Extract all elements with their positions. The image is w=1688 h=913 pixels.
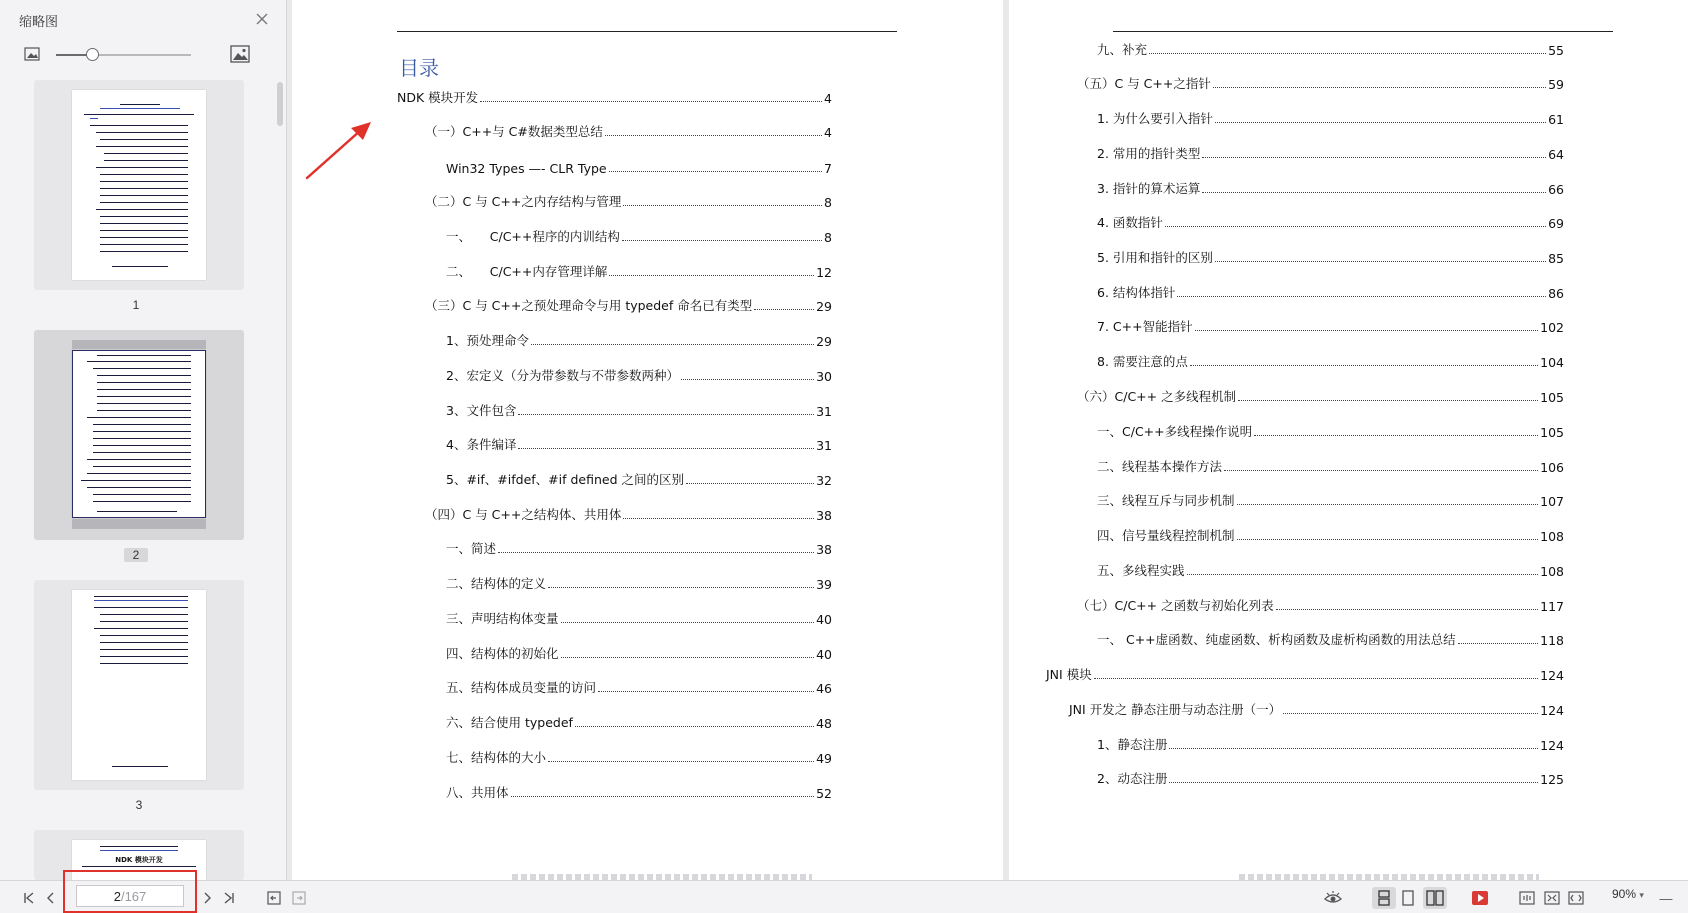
rotate-left-icon[interactable] — [265, 889, 283, 907]
toc-entry-title: 2、动态注册 — [1097, 771, 1168, 786]
toc-entry[interactable] — [446, 399, 832, 419]
toc-entry[interactable] — [1097, 38, 1564, 58]
toc-entry-page: 105 — [1540, 390, 1564, 405]
zoom-out-button[interactable]: — — [1659, 890, 1673, 906]
toc-leader-dots — [1215, 261, 1546, 262]
toc-entry-page: 30 — [816, 369, 832, 384]
toc-leader-dots — [622, 240, 822, 241]
toc-leader-dots — [623, 205, 822, 206]
toc-leader-dots — [1237, 539, 1539, 540]
toc-leader-dots — [1276, 609, 1539, 610]
toc-entry[interactable] — [1097, 315, 1564, 335]
two-page-icon[interactable] — [1423, 887, 1447, 909]
toc-entry[interactable] — [425, 503, 832, 523]
toc-entry-page: 32 — [816, 473, 832, 488]
sidebar-scrollbar[interactable] — [277, 82, 283, 126]
toc-entry-page: 31 — [816, 438, 832, 453]
toc-leader-dots — [1195, 330, 1539, 331]
fit-page-icon[interactable] — [1543, 889, 1561, 907]
toc-entry-page: 108 — [1540, 564, 1564, 579]
toc-entry-title: 1、预处理命令 — [446, 333, 529, 348]
toc-entry-title: 5. 引用和指针的区别 — [1097, 250, 1213, 265]
toc-leader-dots — [561, 657, 815, 658]
thumbnail-page-2[interactable] — [34, 330, 244, 540]
toc-entry-page: 86 — [1548, 286, 1564, 301]
toc-leader-dots — [561, 622, 815, 623]
toc-entry-title: 一、C/C++多线程操作说明 — [1097, 424, 1253, 439]
zoom-value: 90% — [1612, 887, 1637, 901]
toc-entry-title: 6. 结构体指针 — [1097, 285, 1176, 300]
toc-entry-page: 49 — [816, 751, 832, 766]
toc-entry[interactable] — [446, 468, 832, 488]
toc-leader-dots — [754, 309, 814, 310]
toc-entry-title: （一）C++与 C#数据类型总结 — [425, 124, 603, 139]
toc-entry-title: 7. C++智能指针 — [1097, 319, 1193, 334]
toc-heading: 目录 — [399, 56, 439, 80]
toc-entry-title: （四）C 与 C++之结构体、共用体 — [425, 507, 622, 522]
toc-entry[interactable] — [446, 433, 832, 453]
toc-entry[interactable] — [1077, 385, 1564, 405]
toc-entry-title: 九、补充 — [1097, 42, 1148, 57]
toc-entry-page: 66 — [1548, 182, 1564, 197]
thumbnail-heading: NDK 模块开发 — [115, 856, 163, 864]
thumbnail-page-1[interactable] — [34, 80, 244, 290]
toc-leader-dots — [1177, 296, 1546, 297]
status-bar — [0, 880, 1688, 913]
toc-entry-title: Win32 Types —- CLR Type — [446, 161, 607, 176]
toc-leader-dots — [511, 796, 815, 797]
toc-entry-page: 59 — [1548, 77, 1564, 92]
toc-entry-title: JNI 模块 — [1046, 667, 1092, 682]
toc-entry-page: 118 — [1540, 633, 1564, 648]
thumbnail-image — [72, 590, 206, 780]
toc-entry[interactable] — [1097, 246, 1564, 266]
play-icon[interactable] — [1471, 889, 1489, 907]
toc-entry[interactable] — [446, 537, 832, 557]
thumbnail-zoom-control — [24, 45, 254, 65]
large-image-icon[interactable] — [230, 45, 250, 63]
rotate-right-icon[interactable] — [290, 889, 308, 907]
toc-leader-dots — [623, 518, 814, 519]
toc-entry[interactable] — [1097, 489, 1564, 509]
toc-entry[interactable] — [446, 746, 832, 766]
toc-entry-title: 一、 C/C++程序的内训结构 — [446, 229, 620, 244]
toc-entry[interactable] — [446, 156, 832, 176]
toc-entry-title: 一、简述 — [446, 541, 497, 556]
toc-entry[interactable] — [446, 260, 832, 280]
toc-entry-title: （七）C/C++ 之函数与初始化列表 — [1077, 598, 1274, 613]
actual-size-icon[interactable] — [1567, 889, 1585, 907]
eye-icon[interactable] — [1322, 889, 1344, 907]
toc-entry-title: （三）C 与 C++之预处理命令与用 typedef 命名已有类型 — [425, 298, 753, 313]
toc-entry-title: （六）C/C++ 之多线程机制 — [1077, 389, 1237, 404]
toc-entry[interactable] — [446, 676, 832, 696]
page-toc-left — [292, 0, 1003, 880]
toc-entry-page: 124 — [1540, 668, 1564, 683]
toc-leader-dots — [686, 483, 814, 484]
toc-entry[interactable] — [446, 711, 832, 731]
toc-entry[interactable] — [1097, 559, 1564, 579]
toc-entry-title: 2. 常用的指针类型 — [1097, 146, 1201, 161]
toc-leader-dots — [548, 587, 814, 588]
toc-entry-page: 4 — [824, 91, 832, 106]
toc-entry[interactable] — [1097, 281, 1564, 301]
toc-entry-title: 五、结构体成员变量的访问 — [446, 680, 597, 695]
toc-entry-page: 39 — [816, 577, 832, 592]
toc-entry-page: 102 — [1540, 320, 1564, 335]
toc-entry[interactable] — [425, 190, 832, 210]
toc-leader-dots — [681, 379, 814, 380]
thumbnail-image — [72, 350, 206, 518]
toc-entry-title: NDK 模块开发 — [397, 90, 479, 105]
thumbnail-page-3[interactable] — [34, 580, 244, 790]
last-page-icon[interactable] — [220, 889, 238, 907]
toc-leader-dots — [1213, 87, 1546, 88]
toc-entry-page: 69 — [1548, 216, 1564, 231]
thumbnail-image — [72, 90, 206, 280]
toc-entry[interactable] — [1077, 594, 1564, 614]
toc-entry-page: 104 — [1540, 355, 1564, 370]
fit-width-icon[interactable] — [1518, 889, 1536, 907]
toc-leader-dots — [575, 726, 814, 727]
single-page-icon[interactable] — [1399, 889, 1417, 907]
toc-leader-dots — [598, 691, 814, 692]
toc-leader-dots — [609, 275, 814, 276]
toc-entry-page: 7 — [824, 161, 832, 176]
toc-entry[interactable] — [1097, 628, 1564, 648]
page-input-highlight — [63, 870, 197, 913]
thumbnail-label-3: 3 — [135, 798, 143, 812]
toc-entry-page: 61 — [1548, 112, 1564, 127]
toc-leader-dots — [1165, 226, 1546, 227]
toc-entry-page: 117 — [1540, 599, 1564, 614]
toc-leader-dots — [609, 171, 822, 172]
toc-entry[interactable] — [1097, 211, 1564, 231]
toc-entry-page: 124 — [1540, 738, 1564, 753]
toc-leader-dots — [1238, 400, 1538, 401]
toc-leader-dots — [1202, 192, 1546, 193]
toc-entry-title: 五、多线程实践 — [1097, 563, 1185, 578]
toc-entry[interactable] — [1097, 420, 1564, 440]
toc-entry[interactable] — [1097, 142, 1564, 162]
toc-leader-dots — [498, 552, 814, 553]
toc-entry-page: 55 — [1548, 43, 1564, 58]
toc-entry-title: 三、声明结构体变量 — [446, 611, 559, 626]
toc-entry[interactable] — [446, 572, 832, 592]
toc-entry-page: 38 — [816, 542, 832, 557]
toc-leader-dots — [1169, 748, 1538, 749]
toc-leader-dots — [1215, 122, 1546, 123]
toc-entry-page: 29 — [816, 334, 832, 349]
toc-entry[interactable] — [1097, 455, 1564, 475]
toc-entry-title: JNI 开发之 静态注册与动态注册（一） — [1069, 702, 1282, 717]
toc-entry-page: 64 — [1548, 147, 1564, 162]
toc-entry[interactable] — [1069, 698, 1564, 718]
toc-entry-title: 3. 指针的算术运算 — [1097, 181, 1201, 196]
toc-entry-page: 52 — [816, 786, 832, 801]
header-rule — [397, 31, 897, 32]
toc-leader-dots — [480, 101, 822, 102]
small-image-icon[interactable] — [24, 47, 40, 61]
toc-entry-page: 4 — [824, 125, 832, 140]
toc-entry[interactable] — [446, 225, 832, 245]
next-page-icon[interactable] — [198, 889, 216, 907]
toc-entry-page: 85 — [1548, 251, 1564, 266]
header-rule — [1113, 31, 1613, 32]
toc-entry-page: 125 — [1540, 772, 1564, 787]
toc-entry-title: 四、结构体的初始化 — [446, 646, 559, 661]
toc-entry-title: 1、静态注册 — [1097, 737, 1168, 752]
toc-entry[interactable] — [446, 364, 832, 384]
toc-entry[interactable] — [425, 294, 832, 314]
toc-entry[interactable] — [425, 120, 832, 140]
toc-leader-dots — [548, 761, 814, 762]
toc-entry[interactable] — [1097, 733, 1564, 753]
toc-entry-page: 40 — [816, 612, 832, 627]
toc-leader-dots — [518, 448, 814, 449]
thumbnail-label-1: 1 — [132, 298, 140, 312]
toc-entry-page: 8 — [824, 195, 832, 210]
toc-entry-title: 二、线程基本操作方法 — [1097, 459, 1223, 474]
toc-entry-page: 106 — [1540, 460, 1564, 475]
toc-leader-dots — [605, 135, 822, 136]
toc-entry[interactable] — [1097, 107, 1564, 127]
thumbnail-label-2: 2 — [124, 548, 148, 562]
toc-entry-title: 三、线程互斥与同步机制 — [1097, 493, 1235, 508]
toc-entry-page: 124 — [1540, 703, 1564, 718]
toc-leader-dots — [1237, 504, 1539, 505]
toc-entry-page: 105 — [1540, 425, 1564, 440]
toc-entry-page: 38 — [816, 508, 832, 523]
toc-entry-title: 四、信号量线程控制机制 — [1097, 528, 1235, 543]
toc-entry-title: 4、条件编译 — [446, 437, 517, 452]
total-pages: /167 — [120, 888, 147, 904]
toc-entry-title: 八、共用体 — [446, 785, 509, 800]
document-view — [292, 0, 1688, 880]
toc-leader-dots — [1283, 713, 1538, 714]
toc-entry-title: 二、结构体的定义 — [446, 576, 547, 591]
toc-entry[interactable] — [1097, 350, 1564, 370]
toc-leader-dots — [1254, 435, 1538, 436]
toc-entry-title: 4. 函数指针 — [1097, 215, 1163, 230]
toc-leader-dots — [1190, 365, 1538, 366]
toc-entry-page: 8 — [824, 230, 832, 245]
toc-leader-dots — [1094, 678, 1538, 679]
thumbnail-size-slider[interactable] — [56, 54, 191, 56]
toc-entry[interactable] — [1097, 524, 1564, 544]
toc-entry-title: 二、 C/C++内存管理详解 — [446, 264, 608, 279]
toc-entry-title: 六、结合使用 typedef — [446, 715, 573, 730]
toc-leader-dots — [1458, 643, 1538, 644]
toc-entry-title: 七、结构体的大小 — [446, 750, 547, 765]
toc-entry-title: 一、 C++虚函数、纯虚函数、析构函数及虚析构函数的用法总结 — [1097, 632, 1456, 647]
chevron-down-icon: ▾ — [1639, 890, 1644, 900]
prev-page-icon[interactable] — [42, 889, 60, 907]
thumbnail-sidebar — [0, 0, 287, 880]
toc-leader-dots — [531, 344, 814, 345]
toc-entry-page: 107 — [1540, 494, 1564, 509]
current-page: 2 — [113, 888, 121, 904]
toc-entry[interactable] — [1046, 663, 1564, 683]
toc-entry-page: 48 — [816, 716, 832, 731]
toc-entry-title: 3、文件包含 — [446, 403, 517, 418]
toc-entry-page: 108 — [1540, 529, 1564, 544]
toc-entry-page: 31 — [816, 404, 832, 419]
toc-entry[interactable] — [1097, 177, 1564, 197]
toc-entry[interactable] — [446, 642, 832, 662]
toc-entry-title: （五）C 与 C++之指针 — [1077, 76, 1211, 91]
page-toc-right — [1009, 0, 1688, 880]
toc-entry-page: 46 — [816, 681, 832, 696]
toc-entry-title: 8. 需要注意的点 — [1097, 354, 1188, 369]
annotation-arrow-icon — [305, 118, 375, 180]
slider-knob[interactable] — [86, 48, 99, 61]
zoom-dropdown[interactable] — [1612, 887, 1644, 901]
sidebar-title: 缩略图 — [19, 14, 59, 29]
continuous-view-icon[interactable] — [1372, 887, 1396, 909]
toc-leader-dots — [1149, 53, 1546, 54]
toc-entry[interactable] — [446, 781, 832, 801]
toc-entry[interactable] — [1077, 72, 1564, 92]
toc-entry-title: 2、宏定义（分为带参数与不带参数两种） — [446, 368, 679, 383]
toc-entry-title: 1. 为什么要引入指针 — [1097, 111, 1213, 126]
toc-leader-dots — [1187, 574, 1539, 575]
toc-entry-title: 5、#if、#ifdef、#if defined 之间的区别 — [446, 472, 685, 487]
toc-entry-title: （二）C 与 C++之内存结构与管理 — [425, 194, 622, 209]
toc-entry-page: 29 — [816, 299, 832, 314]
toc-leader-dots — [1224, 470, 1538, 471]
toc-entry-page: 12 — [816, 265, 832, 280]
toc-entry-page: 40 — [816, 647, 832, 662]
toc-entry[interactable] — [446, 607, 832, 627]
close-icon[interactable] — [254, 11, 270, 27]
toc-leader-dots — [1202, 157, 1546, 158]
toc-leader-dots — [518, 414, 814, 415]
toc-leader-dots — [1169, 782, 1538, 783]
toc-entry[interactable] — [446, 329, 832, 349]
toc-entry[interactable] — [1097, 767, 1564, 787]
toc-entry[interactable] — [397, 86, 832, 106]
first-page-icon[interactable] — [20, 889, 38, 907]
